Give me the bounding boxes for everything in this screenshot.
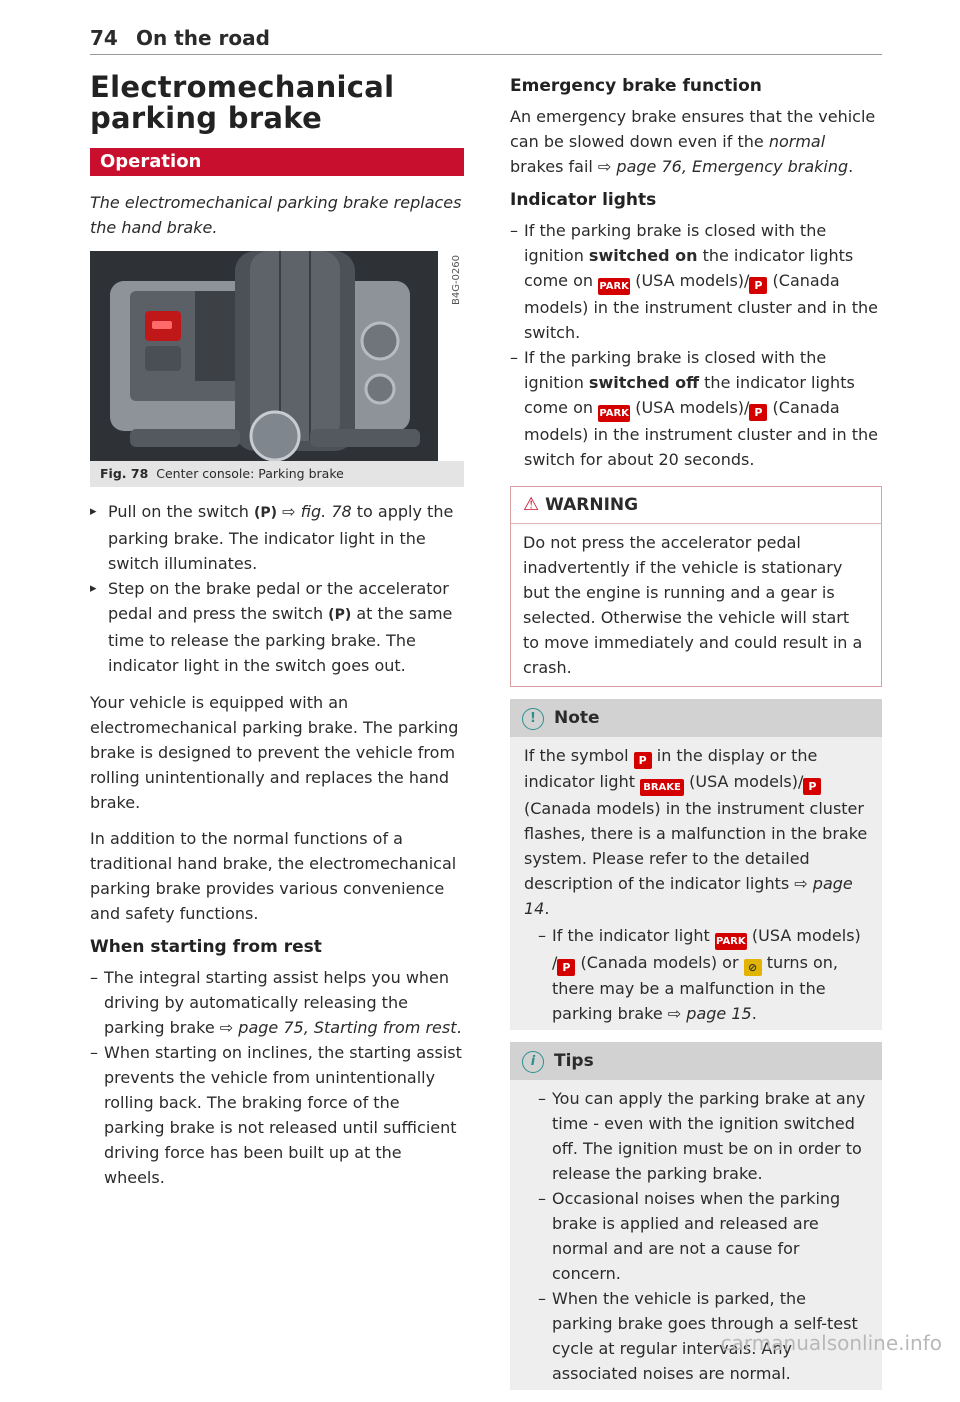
tips-title: Tips xyxy=(554,1051,594,1071)
list-text: When starting on inclines, the starting assist prevents the vehicle from unintentionally rolling back. The braking force of the parking brake is not released until sufficient driving force has been built up at the wheels. xyxy=(104,1043,462,1187)
warning-body xyxy=(511,524,881,686)
note-text: in the display or the indicator light xyxy=(524,746,818,791)
list-item xyxy=(538,923,870,1026)
lead-text: The electromechanical parking brake replaces the hand brake. xyxy=(90,193,462,237)
note-paragraph xyxy=(524,743,870,921)
warning-triangle-icon: ⚠ xyxy=(523,494,540,515)
parking-brake-icon: P xyxy=(557,959,575,976)
step-text: at the same time to release the parking brake. The indicator light in the switch goes out. xyxy=(108,604,453,675)
page-reference: ⇨ page 14 xyxy=(524,874,853,918)
list-text: If the parking brake is closed with the ignition xyxy=(524,348,827,392)
list-text: (Canada models) or xyxy=(575,953,744,972)
list-text: (Canada models) in the instrument cluster and in the switch. xyxy=(524,271,878,342)
list-item xyxy=(90,965,464,1040)
step-list xyxy=(90,499,464,678)
subheading-emergency: Emergency brake function xyxy=(510,76,762,96)
parking-brake-icon: P xyxy=(749,277,767,294)
note-title: Note xyxy=(554,708,600,728)
watermark: carmanualsonline.info xyxy=(720,1331,942,1355)
step-text: to apply the parking brake. The indicator light in the switch illuminates. xyxy=(108,502,454,573)
note-body xyxy=(510,737,882,1030)
list-text: . xyxy=(751,1004,757,1023)
warning-box xyxy=(510,486,882,687)
subheading-indicator: Indicator lights xyxy=(510,190,657,210)
note-list xyxy=(538,923,870,1026)
body-text: An emergency brake ensures that the vehicle can be slowed down even if the xyxy=(510,107,876,151)
step-item xyxy=(90,576,464,678)
park-warning-icon: PARK xyxy=(598,405,630,422)
list-text: (USA models)/ xyxy=(630,271,750,290)
body-paragraph: Your vehicle is equipped with an electromechanical parking brake. The parking brake is designed to prevent the vehicle from rolling unintentionally and replaces the hand brake. xyxy=(90,693,459,812)
list-text: (USA models) / xyxy=(552,926,861,972)
list-text: . xyxy=(456,1018,462,1037)
list-text: The integral starting assist helps you when driving by automatically releasing the parking brake xyxy=(104,968,450,1037)
warning-text: Do not press the accelerator pedal inadvertently if the vehicle is stationary but the engine is running and a gear is selected. Otherwise the vehicle will start to move immediately and could result in a crash. xyxy=(523,533,863,677)
list-item xyxy=(510,345,882,472)
page-reference: ⇨ page 15 xyxy=(667,1004,752,1023)
warning-title: WARNING xyxy=(545,495,639,515)
note-box xyxy=(510,699,882,1030)
list-text: If the indicator light xyxy=(552,926,715,945)
park-warning-icon: PARK xyxy=(598,278,630,295)
body-paragraph: In addition to the normal functions of a traditional hand brake, the electromechanical parking brake provides various convenience and safety functions. xyxy=(90,829,457,923)
console-illustration xyxy=(90,251,464,461)
parking-brake-icon: P xyxy=(749,404,767,421)
operation-bar: Operation xyxy=(90,148,464,176)
starting-list xyxy=(90,965,464,1190)
list-text: the indicator lights come on xyxy=(524,373,855,417)
list-text: If the parking brake is closed with the ignition xyxy=(524,221,827,265)
page-title: Electromechanical parking brake xyxy=(90,70,395,135)
step-item xyxy=(90,499,464,576)
page-number: 74 xyxy=(90,26,118,50)
list-text: (USA models)/ xyxy=(630,398,750,417)
parking-switch-icon: (P) xyxy=(328,607,352,623)
note-text: If the symbol xyxy=(524,746,634,765)
parking-brake-icon: P xyxy=(803,778,821,795)
figure-code: B4G-0260 xyxy=(451,255,462,306)
right-column xyxy=(510,72,882,1402)
info-icon: i xyxy=(522,1051,544,1073)
bold-text: switched on xyxy=(588,246,698,265)
figure-reference: ⇨ fig. 78 xyxy=(277,502,352,521)
bold-text: switched off xyxy=(588,373,700,392)
list-text: turns on, there may be a malfunction in the parking brake xyxy=(552,953,838,1023)
note-text: . xyxy=(544,899,550,918)
section-title: On the road xyxy=(136,26,270,50)
parking-switch-icon: (P) xyxy=(254,505,278,521)
page-header xyxy=(90,24,882,55)
list-item xyxy=(510,218,882,345)
body-text: . xyxy=(848,157,854,176)
list-text: the indicator lights come on xyxy=(524,246,854,290)
body-paragraph xyxy=(510,104,882,179)
note-header xyxy=(510,699,882,737)
note-text: (Canada models) in the instrument cluster flashes, there is a malfunction in the brake system. Please refer to the detailed description of the indicator lights xyxy=(524,799,868,893)
left-column xyxy=(90,72,464,1200)
indicator-list xyxy=(510,218,882,472)
list-item: – You can apply the parking brake at any time - even with the ignition switched off. The ignition must be on in order to release the parking brake. xyxy=(538,1086,870,1186)
brake-warning-icon: BRAKE xyxy=(640,779,684,796)
step-text: Step on the brake pedal or the accelerator pedal and press the switch xyxy=(108,579,449,623)
page-reference: ⇨ page 75, Starting from rest xyxy=(219,1018,457,1037)
body-text: brakes fail xyxy=(510,157,598,176)
figure-label: Fig. 78 xyxy=(100,466,149,481)
subheading-starting: When starting from rest xyxy=(90,937,322,957)
list-item: – When the vehicle is parked, the parking brake goes through a self-test cycle at regular intervals. Any associated noises are normal. xyxy=(538,1286,870,1386)
brake-malfunction-icon: ⊘ xyxy=(744,959,762,976)
list-item xyxy=(90,1040,464,1190)
figure-caption xyxy=(90,461,464,487)
list-text: (Canada models) in the instrument cluster and in the switch for about 20 seconds. xyxy=(524,398,878,469)
list-item: – Occasional noises when the parking brake is applied and released are normal and are not a cause for concern. xyxy=(538,1186,870,1286)
tips-header xyxy=(510,1042,882,1080)
exclamation-icon: ! xyxy=(522,708,544,730)
page-reference: ⇨ page 76, Emergency braking xyxy=(597,157,849,176)
figure-caption-text: Center console: Parking brake xyxy=(156,466,344,481)
center-console-photo xyxy=(90,251,464,461)
note-text: (USA models)/ xyxy=(684,772,804,791)
warning-header xyxy=(511,487,881,524)
park-warning-icon: PARK xyxy=(715,933,747,950)
emphasis-text: normal xyxy=(768,132,826,151)
step-text: Pull on the switch xyxy=(108,502,255,521)
parking-brake-icon: P xyxy=(634,752,652,769)
